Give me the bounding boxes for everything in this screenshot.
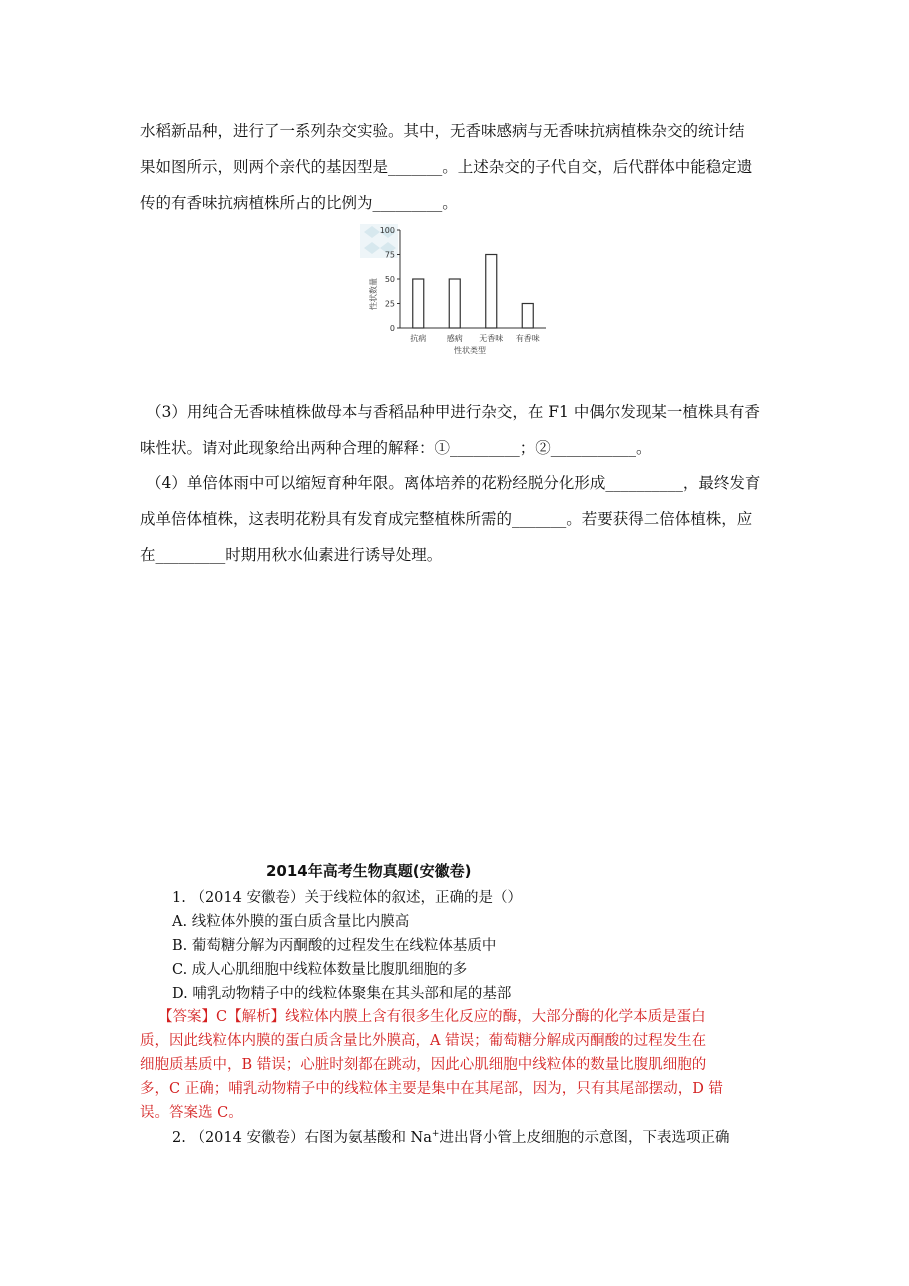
intro-line-2: 果如图所示，则两个亲代的基因型是_______。上述杂交的子代自交，后代群体中能稳定遗 — [140, 158, 753, 176]
x-tick-labels — [410, 333, 540, 343]
bars — [413, 255, 534, 329]
q4-line-2: 成单倍体植株，这表明花粉具有发育成完整植株所需的_______。若要获得二倍体植株，应 — [140, 510, 753, 528]
question-4 — [140, 465, 806, 573]
y-tick-label: 100 — [379, 226, 395, 235]
bar-感病 — [449, 279, 460, 328]
q1-answer — [140, 1005, 723, 1125]
q1-option-b: B. 葡萄糖分解为丙酮酸的过程发生在线粒体基质中 — [172, 938, 497, 954]
q1-option-a: A. 线粒体外膜的蛋白质含量比内膜高 — [172, 914, 410, 930]
q2-stem — [172, 1126, 729, 1147]
bar-chart — [358, 222, 558, 372]
bar-抗病 — [413, 279, 424, 328]
q4-line-1: （4）单倍体雨中可以缩短育种年限。离体培养的花粉经脱分化形成__________，最终发育 — [146, 474, 761, 492]
bar-有香味 — [522, 304, 533, 329]
intro-line-1: 水稻新品种，进行了一系列杂交实验。其中，无香味感病与无香味抗病植株杂交的统计结 — [140, 122, 745, 140]
section-title: 2014年高考生物真题(安徽卷) — [266, 862, 472, 880]
q1-option-c: C. 成人心肌细胞中线粒体数量比腹肌细胞的多 — [172, 962, 468, 978]
q4-line-3: 在_________时期用秋水仙素进行诱导处理。 — [140, 546, 443, 564]
intro-paragraph — [140, 113, 776, 221]
q2-stem-prefix: 2. （2014 安徽卷）右图为氨基酸和 Na — [172, 1130, 432, 1146]
y-axis-label: 性状数量 — [369, 278, 378, 310]
q2-stem-suffix: 进出肾小管上皮细胞的示意图，下表选项正确 — [439, 1130, 730, 1146]
y-tick-label: 75 — [384, 250, 395, 260]
answer-line-3: 细胞质基质中，B 错误；心脏时刻都在跳动，因此心肌细胞中线粒体的数量比腹肌细胞的 — [140, 1057, 707, 1073]
y-tick-label: 0 — [389, 324, 395, 333]
q3-line-2: 味性状。请对此现象给出两种合理的解释：①_________；②___________。 — [140, 439, 652, 457]
q1-stem: 1. （2014 安徽卷）关于线粒体的叙述，正确的是（） — [172, 890, 522, 906]
x-axis-label: 性状类型 — [454, 346, 486, 355]
y-tick-label: 25 — [384, 299, 395, 309]
q1-option-d: D. 哺乳动物精子中的线粒体聚集在其头部和尾的基部 — [172, 986, 512, 1002]
q3-line-1: （3）用纯合无香味植株做母本与香稻品种甲进行杂交，在 F1 中偶尔发现某一植株具有香 — [146, 403, 760, 421]
answer-line-1: 【答案】C【解析】线粒体内膜上含有很多生化反应的酶，大部分酶的化学本质是蛋白 — [158, 1009, 706, 1025]
x-tick-label: 抗病 — [410, 334, 427, 343]
x-tick-label: 有香味 — [515, 334, 540, 343]
x-tick-label: 感病 — [446, 334, 463, 343]
answer-line-2: 质，因此线粒体内膜的蛋白质含量比外膜高，A 错误；葡萄糖分解成丙酮酸的过程发生在 — [140, 1033, 707, 1049]
y-tick-label: 50 — [384, 275, 395, 284]
bar-无香味 — [486, 255, 497, 329]
x-tick-label: 无香味 — [479, 334, 504, 343]
q2-stem-sup: + — [431, 1129, 440, 1140]
intro-line-3: 传的有香味抗病植株所占的比例为_________。 — [140, 194, 458, 212]
answer-line-4: 多，C 正确；哺乳动物精子中的线粒体主要是集中在其尾部，因为，只有其尾部摆动，D 错 — [140, 1081, 723, 1097]
question-3 — [140, 394, 806, 466]
answer-line-5: 误。答案选 C。 — [140, 1105, 243, 1121]
